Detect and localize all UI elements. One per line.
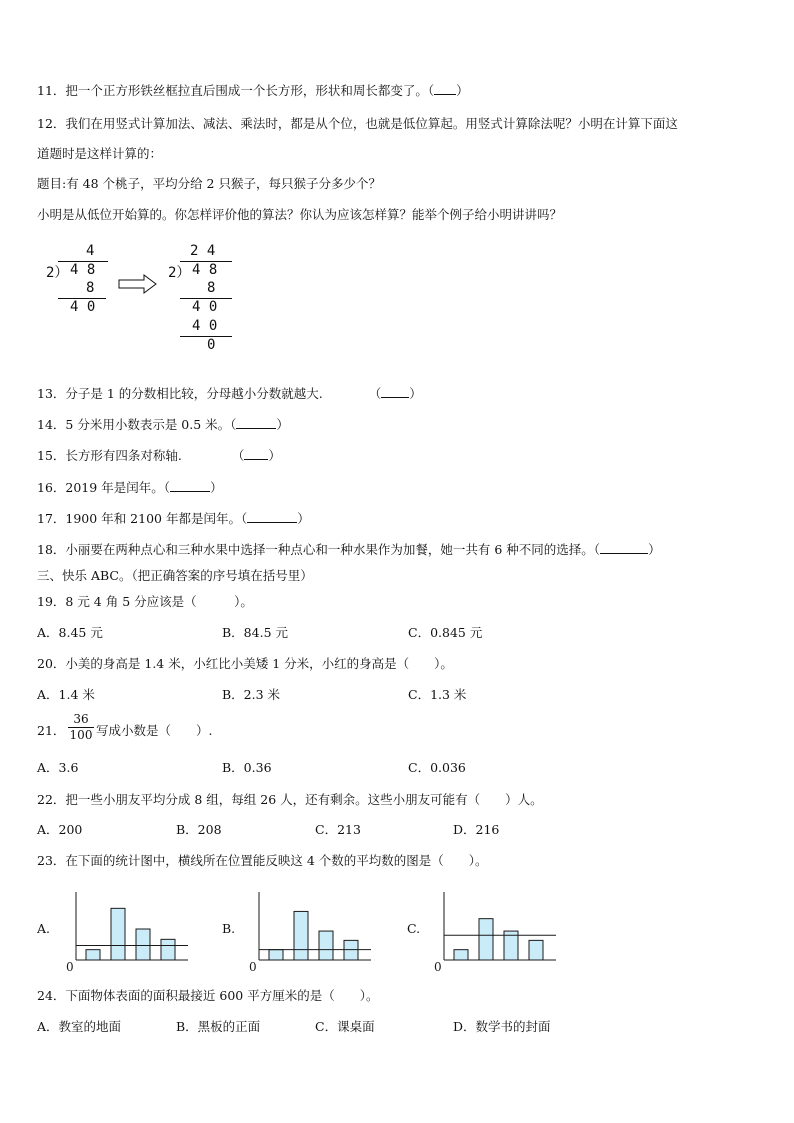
subtract-line [180, 336, 232, 337]
paren-close: ） [209, 480, 223, 495]
question-12-line-2: 道题时是这样计算的： [37, 146, 163, 161]
question-21-text: 写成小数是（ ）. [96, 723, 213, 738]
question-17-text: 17．1900 年和 2100 年都是闰年。（ [37, 511, 248, 526]
bar [161, 939, 175, 960]
bar [136, 929, 150, 960]
question-11-text: 11．把一个正方形铁丝框拉直后围成一个长方形，形状和周长都变了。（ [37, 83, 435, 98]
bar [529, 940, 543, 960]
answer-blank[interactable] [170, 480, 210, 492]
option-b[interactable]: B. [222, 921, 236, 936]
paren-close: ） [409, 386, 422, 401]
bar [111, 908, 125, 960]
question-13 [37, 386, 422, 402]
option-a[interactable]: A．200 [37, 822, 83, 837]
axis-zero-label: 0 [66, 960, 74, 973]
step-product-2: 4 0 [192, 318, 218, 334]
axis-zero-label: 0 [434, 960, 442, 973]
option-c[interactable]: C．0.845 元 [408, 625, 483, 640]
quotient: 2 4 [190, 243, 216, 259]
step-value: 4 0 [192, 299, 218, 315]
question-16-text: 16．2019 年是闰年。（ [37, 480, 170, 495]
option-d[interactable]: D．数学书的封面 [453, 1019, 551, 1034]
divisor: 2） [46, 265, 69, 281]
question-18 [37, 542, 661, 558]
option-c[interactable]: C．课桌面 [315, 1019, 375, 1034]
answer-blank[interactable] [434, 83, 456, 95]
option-c[interactable]: C. [407, 921, 421, 936]
answer-blank[interactable] [244, 448, 268, 460]
paren-open: （ [231, 448, 245, 463]
question-15-text: 15．长方形有四条对称轴. [37, 448, 182, 463]
question-23: 23．在下面的统计图中，横线所在位置能反映这 4 个数的平均数的图是（ ）。 [37, 853, 488, 868]
paren-open: （ [368, 386, 382, 401]
question-12-line-3: 题目:有 48 个桃子，平均分给 2 只猴子，每只猴子分多少个？ [37, 176, 381, 191]
step-product-1: 8 [207, 280, 216, 296]
question-12-line-1: 12．我们在用竖式计算加法、减法、乘法时，都是从个位，也就是低位算起。用竖式计算除法呢？小明在计算下面这 [37, 116, 678, 131]
fraction-numerator: 36 [68, 712, 94, 728]
question-22: 22．把一些小朋友平均分成 8 组，每组 26 人，还有剩余。这些小朋友可能有（ ）人。 [37, 792, 543, 807]
option-a[interactable]: A．教室的地面 [37, 1019, 122, 1034]
question-24: 24．下面物体表面的面积最接近 600 平方厘米的是（ ）。 [37, 988, 379, 1003]
bar [479, 919, 493, 960]
answer-blank[interactable] [381, 386, 409, 398]
question-15 [37, 448, 281, 464]
question-20: 20．小美的身高是 1.4 米，小红比小美矮 1 分米，小红的身高是（ ）。 [37, 656, 453, 671]
question-13-text: 13．分子是 1 的分数相比较，分母越小分数就越大. [37, 386, 323, 401]
bar [344, 940, 358, 960]
bar-chart-b [245, 888, 380, 973]
bar [269, 950, 283, 960]
question-14-text: 14．5 分米用小数表示是 0.5 米。（ [37, 417, 237, 432]
answer-blank[interactable] [247, 511, 297, 523]
question-17 [37, 511, 310, 527]
option-c[interactable]: C．1.3 米 [408, 687, 467, 702]
arrow-right-icon [118, 274, 158, 294]
bar-chart-c [430, 888, 565, 973]
option-c[interactable]: C．0.036 [408, 760, 466, 775]
bar [294, 911, 308, 960]
option-b[interactable]: B．84.5 元 [222, 625, 288, 640]
quotient: 4 [86, 243, 95, 259]
step-product: 8 [86, 280, 95, 296]
question-16 [37, 480, 222, 496]
question-12-line-4: 小明是从低位开始算的。你怎样评价他的算法？你认为应该怎样算？能举个例子给小明讲讲吗？ [37, 207, 563, 222]
bar [319, 931, 333, 960]
option-b[interactable]: B．0.36 [222, 760, 272, 775]
bar [86, 950, 100, 960]
question-14 [37, 417, 289, 433]
option-b[interactable]: B．2.3 米 [222, 687, 281, 702]
section-heading: 三、快乐 ABC。（把正确答案的序号填在括号里） [37, 568, 313, 583]
answer-blank[interactable] [600, 542, 648, 554]
fraction-denominator: 100 [69, 728, 93, 742]
option-b[interactable]: B．208 [176, 822, 222, 837]
option-d[interactable]: D．216 [453, 822, 500, 837]
paren-close: ） [276, 417, 289, 432]
option-c[interactable]: C．213 [315, 822, 361, 837]
option-a[interactable]: A. [37, 921, 51, 936]
question-18-text: 18．小丽要在两种点心和三种水果中选择一种点心和一种水果作为加餐，她一共有 6 种不同的选择。（ [37, 542, 601, 557]
dividend: 4 8 [70, 262, 96, 278]
axis-zero-label: 0 [249, 960, 257, 973]
paren-close: ） [297, 511, 310, 526]
answer-blank[interactable] [236, 417, 276, 429]
dividend: 4 8 [192, 262, 218, 278]
final-remainder: 0 [207, 337, 216, 353]
divisor: 2） [168, 265, 191, 281]
paren-close: ） [268, 448, 281, 463]
question-19: 19．8 元 4 角 5 分应该是（ ）。 [37, 594, 253, 609]
question-21-number: 21． [37, 723, 66, 738]
paren-close: ） [456, 83, 469, 98]
fraction [68, 712, 94, 743]
option-a[interactable]: A．8.45 元 [37, 625, 103, 640]
paren-close: ） [648, 542, 661, 557]
option-a[interactable]: A．1.4 米 [37, 687, 95, 702]
bar [454, 950, 468, 960]
bar-chart-a [62, 888, 197, 973]
option-a[interactable]: A．3.6 [37, 760, 79, 775]
option-b[interactable]: B．黑板的正面 [176, 1019, 261, 1034]
remainder: 4 0 [70, 299, 96, 315]
question-11 [37, 83, 469, 99]
